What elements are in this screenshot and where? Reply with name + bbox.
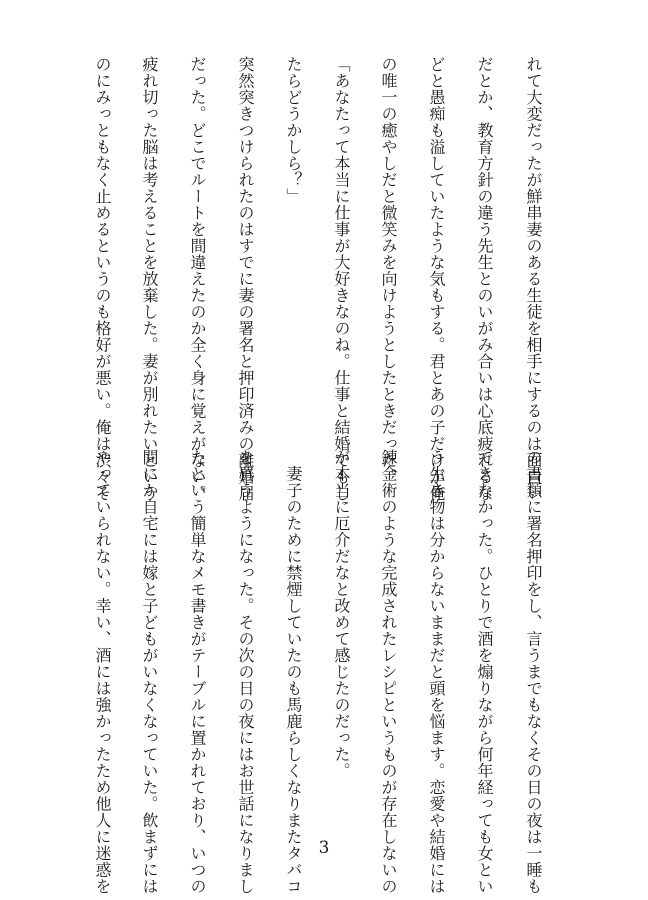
text-line: どと愚痴も溢していたような気もする。君とあの子だけが俺 — [427, 56, 446, 502]
text-line: 突然突きつけられたのはすでに妻の署名と押印済みの離婚届 — [236, 56, 255, 502]
text-line: う生き物は分からないままだと頭を悩ます。恋愛や結婚には — [427, 449, 446, 895]
text-line: のにみっともなく止めるというのも格好が悪い。俺は渋々そ — [93, 56, 112, 502]
text-line: 間にか自宅には嫁と子どもがいなくなっていた。飲まずには — [140, 449, 159, 895]
text-line: できなかった。ひとりで酒を煽りながら何年経っても女とい — [475, 449, 494, 895]
text-line: を買うようになった。その次の日の夜にはお世話になりまし — [236, 449, 255, 895]
text-line: が本当に厄介だなと改めて感じたのだった。 — [332, 449, 351, 779]
text-line: だとか、教育方針の違う先生とのいがみ合いは心底疲れるな — [475, 56, 494, 502]
text-line: 「あなたって本当に仕事が大好きなのね。仕事と結婚でもし — [332, 56, 351, 502]
text-line: 錬金術のような完成されたレシピというものが存在しないの — [379, 449, 398, 895]
text-line: れて大変だったが鮮串妻のある生徒を相手にするのは面白い — [524, 56, 543, 502]
text-line: の書類に署名押印をし、言うまでもなくその日の夜は一睡も — [524, 449, 543, 895]
text-line: 妻子のために禁煙していたのも馬鹿らしくなりまたタバコ — [284, 449, 303, 895]
text-line: の唯一の癒やしだと微笑みを向けようとしたときだった。 — [379, 56, 398, 485]
text-line: 疲れ切った脳は考えることを放棄した。妻が別れたいという — [140, 56, 159, 502]
page-number: 3 — [318, 838, 330, 858]
text-line: たという簡単なメモ書きがテーブルに置かれており、いつの — [188, 449, 207, 895]
text-line: だった。どこでルートを間違えたのか全く身に覚えがない。 — [188, 56, 207, 502]
text-line: やっていられない。幸い、酒には強かったため他人に迷惑を — [93, 449, 112, 895]
text-line: たらどうかしら？」 — [284, 56, 303, 205]
